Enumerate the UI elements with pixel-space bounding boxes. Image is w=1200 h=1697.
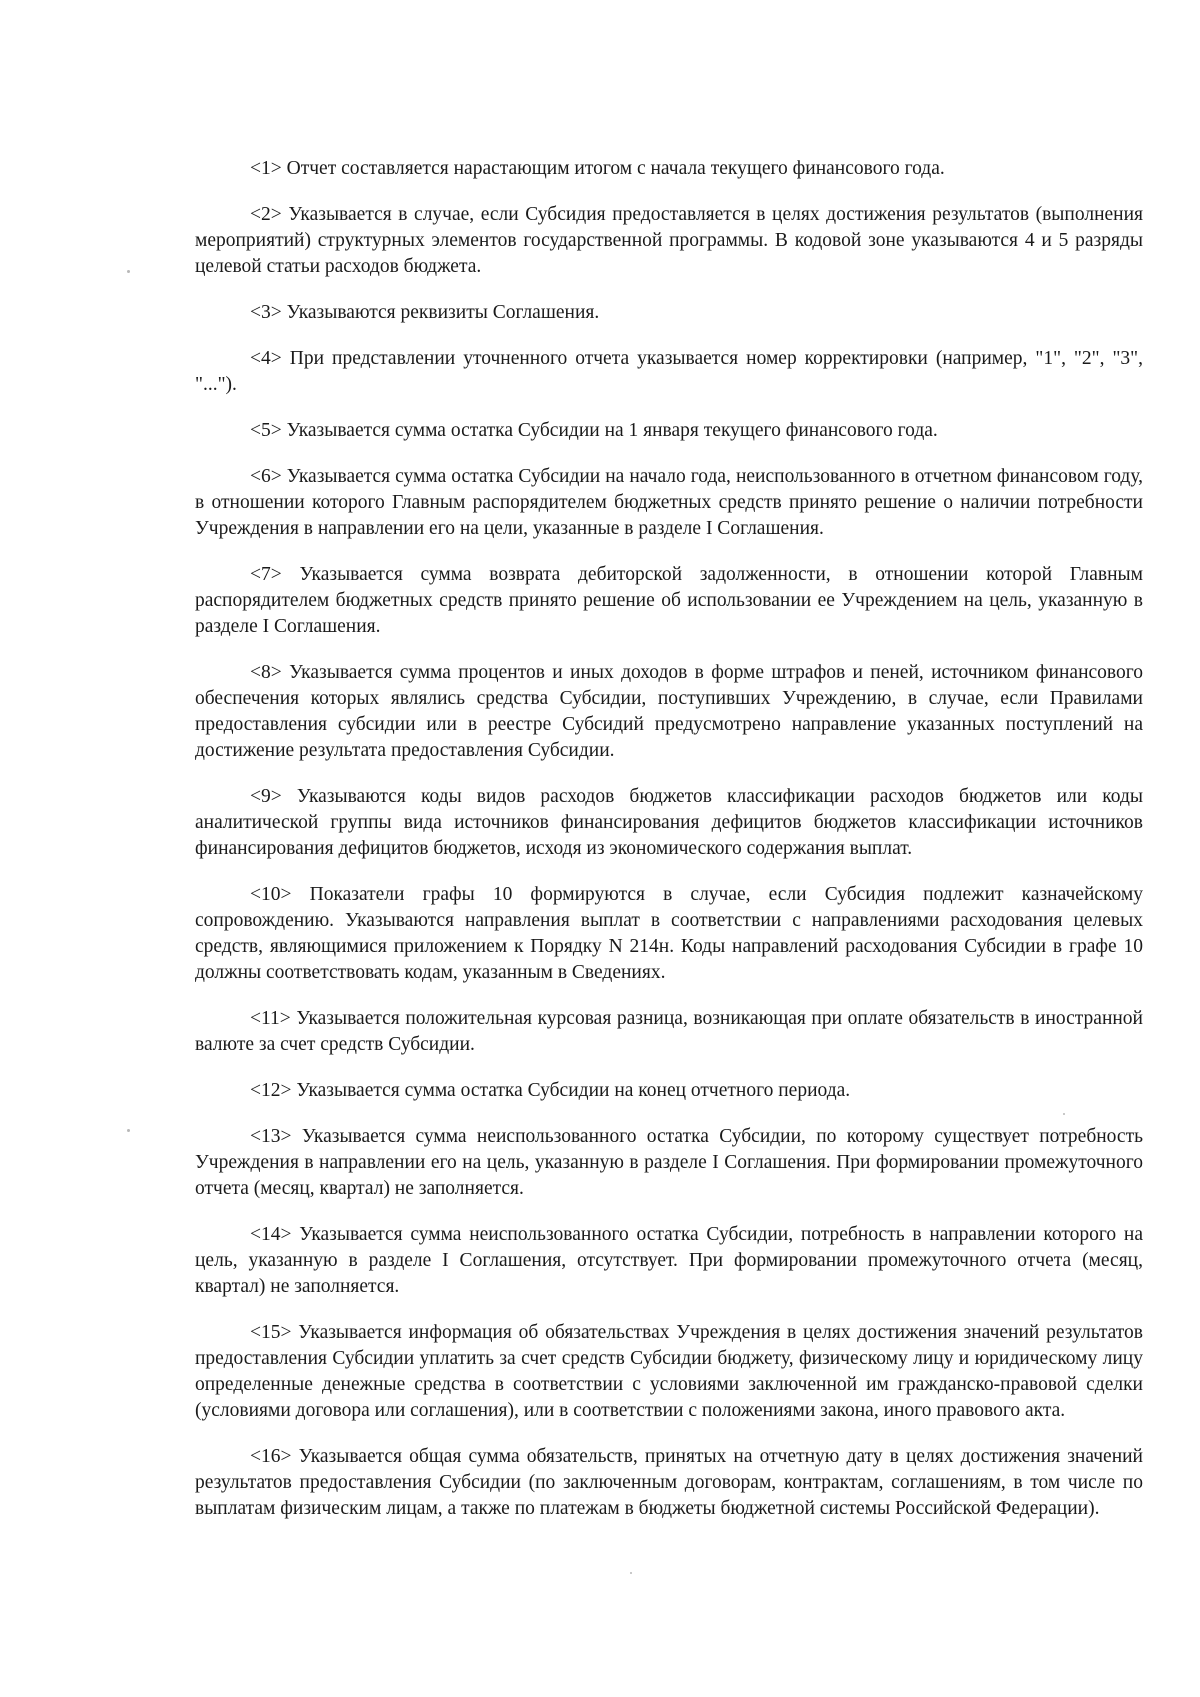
footnote-text: При представлении уточненного отчета указывается номер корректировки (например, "1", "2", "3", "..."). bbox=[195, 348, 1144, 395]
footnote-text: Указывается сумма остатка Субсидии на 1 января текущего финансового года. bbox=[286, 420, 938, 441]
scan-speck bbox=[127, 270, 130, 273]
scan-speck bbox=[1063, 1113, 1065, 1115]
footnote-marker: <9> bbox=[250, 786, 282, 807]
footnote-text: Указывается сумма процентов и иных доходов в форме штрафов и пеней, источником финансового обеспечения которых являлись средства Субсидии, поступивших Учреждению, в случае, если Правилами предоставления субсидии или в реестре Субсидий предусмотрено направление указанных поступлений на достижение результата предоставления Субсидии. bbox=[195, 662, 1143, 761]
footnote-marker: <10> bbox=[250, 884, 292, 905]
footnote-text: Указывается информация об обязательствах Учреждения в целях достижения значений результатов предоставления Субсидии уплатить за счет средств Субсидии бюджету, физическому лицу и юридическому лицу определенные денежные средства в соответствии с условиями заключенной им гражданско-правовой сделки (условиями договора или соглашения), или в соответствии с положениями закона, иного правового акта. bbox=[195, 1322, 1144, 1421]
footnotes-list bbox=[195, 156, 1143, 1542]
footnote-text: Указывается сумма неиспользованного остатка Субсидии, по которому существует потребность Учреждения в направлении его на цель, указанную в разделе I Соглашения. При формировании промежуточного отчета (месяц, квартал) не заполняется. bbox=[195, 1126, 1143, 1199]
footnote-8 bbox=[195, 660, 1143, 764]
footnote-2 bbox=[195, 202, 1143, 280]
footnote-marker: <11> bbox=[250, 1008, 291, 1029]
scan-speck bbox=[630, 1572, 632, 1574]
footnote-7 bbox=[195, 562, 1143, 640]
footnote-text: Показатели графы 10 формируются в случае, если Субсидия подлежит казначейскому сопровождению. Указываются направления выплат в соответствии с направлениями расходования целевых средств, являющимися приложением к Порядку N 214н. Коды направлений расходования Субсидии в графе 10 должны соответствовать кодам, указанным в Сведениях. bbox=[195, 884, 1143, 983]
footnote-marker: <7> bbox=[250, 564, 282, 585]
footnote-10 bbox=[195, 882, 1143, 986]
footnote-text: Указывается в случае, если Субсидия предоставляется в целях достижения результатов (выполнения мероприятий) структурных элементов государственной программы. В кодовой зоне указываются 4 и 5 разряды целевой статьи расходов бюджета. bbox=[195, 204, 1143, 277]
footnote-marker: <4> bbox=[250, 348, 282, 369]
footnote-marker: <16> bbox=[250, 1446, 292, 1467]
footnote-text: Указывается сумма неиспользованного остатка Субсидии, потребность в направлении которого на цель, указанную в разделе I Соглашения, отсутствует. При формировании промежуточного отчета (месяц, квартал) не заполняется. bbox=[195, 1224, 1143, 1297]
footnote-9 bbox=[195, 784, 1143, 862]
footnote-marker: <8> bbox=[250, 662, 282, 683]
footnote-marker: <13> bbox=[250, 1126, 292, 1147]
footnote-5 bbox=[195, 418, 1143, 444]
footnote-1 bbox=[195, 156, 1143, 182]
footnote-marker: <14> bbox=[250, 1224, 292, 1245]
footnote-3 bbox=[195, 300, 1143, 326]
scan-speck bbox=[127, 1129, 130, 1132]
footnote-6 bbox=[195, 464, 1143, 542]
footnote-14 bbox=[195, 1222, 1143, 1300]
footnote-marker: <12> bbox=[250, 1080, 292, 1101]
footnote-marker: <2> bbox=[250, 204, 282, 225]
footnote-marker: <15> bbox=[250, 1322, 292, 1343]
footnote-text: Указывается общая сумма обязательств, принятых на отчетную дату в целях достижения значений результатов предоставления Субсидии (по заключенным договорам, контрактам, соглашениям, в том числе по выплатам физическим лицам, а также по платежам в бюджеты бюджетной системы Российской Федерации). bbox=[195, 1446, 1143, 1519]
footnote-text: Указывается сумма остатка Субсидии на конец отчетного периода. bbox=[296, 1080, 851, 1101]
footnote-text: Указываются коды видов расходов бюджетов классификации расходов бюджетов или коды аналитической группы вида источников финансирования дефицитов бюджетов классификации источников финансирования дефицитов бюджетов, исходя из экономического содержания выплат. bbox=[195, 786, 1143, 859]
footnote-13 bbox=[195, 1124, 1143, 1202]
footnote-text: Указывается положительная курсовая разница, возникающая при оплате обязательств в иностранной валюте за счет средств Субсидии. bbox=[195, 1008, 1143, 1055]
footnote-text: Указывается сумма остатка Субсидии на начало года, неиспользованного в отчетном финансовом году, в отношении которого Главным распорядителем бюджетных средств принято решение о наличии потребности Учреждения в направлении его на цели, указанные в разделе I Соглашения. bbox=[195, 466, 1143, 539]
footnote-marker: <5> bbox=[250, 420, 282, 441]
footnote-12 bbox=[195, 1078, 1143, 1104]
footnote-text: Отчет составляется нарастающим итогом с начала текущего финансового года. bbox=[286, 158, 945, 179]
footnote-text: Указываются реквизиты Соглашения. bbox=[286, 302, 600, 323]
footnote-11 bbox=[195, 1006, 1143, 1058]
footnote-16 bbox=[195, 1444, 1143, 1522]
footnote-15 bbox=[195, 1320, 1143, 1424]
footnote-4 bbox=[195, 346, 1143, 398]
footnote-marker: <1> bbox=[250, 158, 282, 179]
footnote-marker: <6> bbox=[250, 466, 282, 487]
footnote-text: Указывается сумма возврата дебиторской задолженности, в отношении которой Главным распорядителем бюджетных средств принято решение об использовании ее Учреждением на цель, указанную в разделе I Соглашения. bbox=[195, 564, 1143, 637]
footnote-marker: <3> bbox=[250, 302, 282, 323]
